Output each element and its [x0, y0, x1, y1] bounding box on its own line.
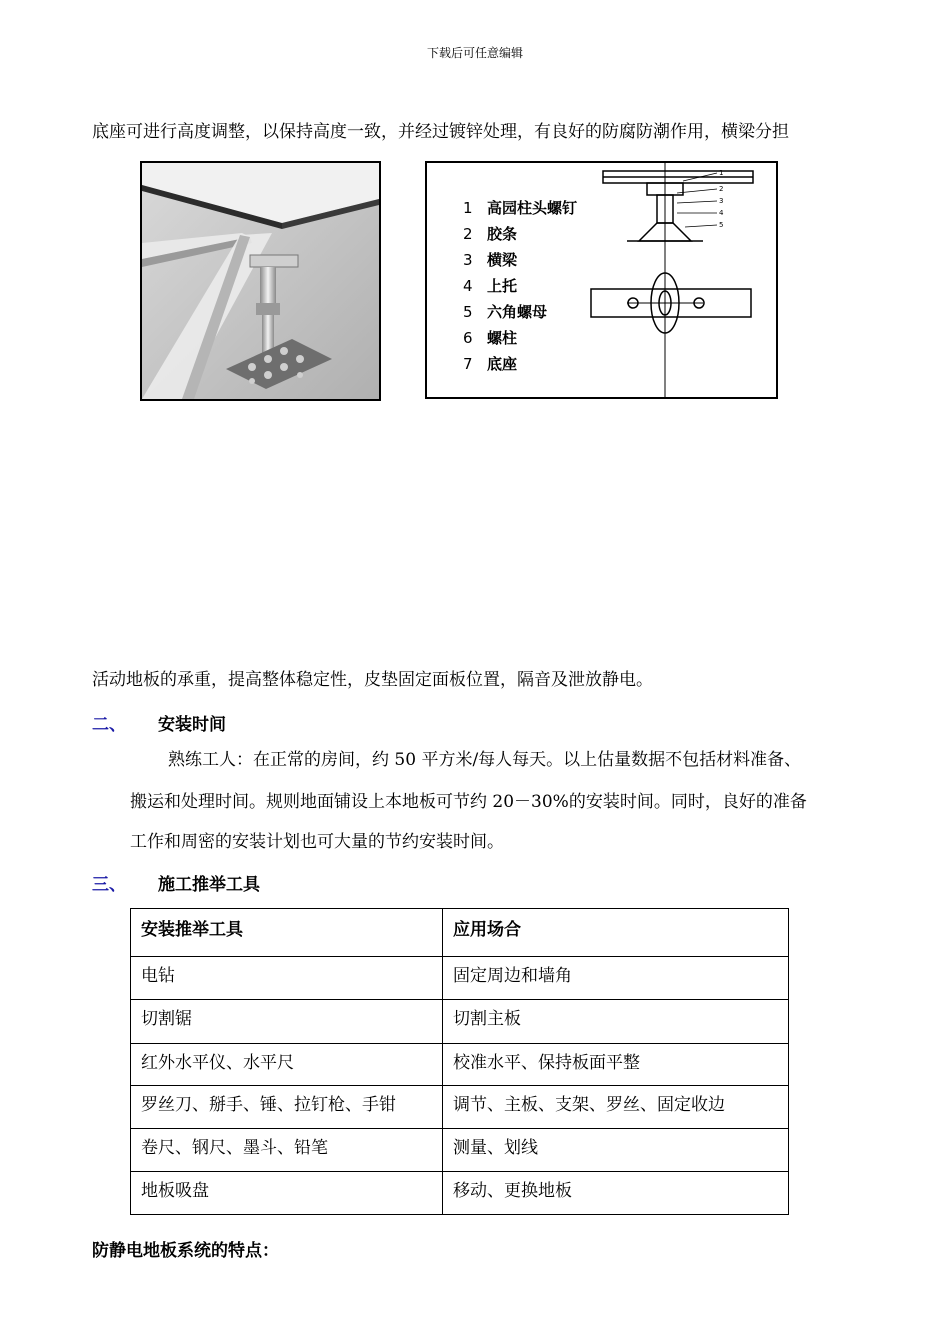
legend-text: 底座 — [487, 355, 518, 373]
features-heading: 防静电地板系统的特点： — [92, 1241, 279, 1261]
usage-cell: 测量、划线 — [443, 1129, 789, 1172]
legend-text: 上托 — [487, 277, 518, 295]
section-2-heading — [92, 710, 126, 735]
tool-cell: 电钻 — [131, 957, 443, 1000]
table-header-row — [131, 909, 789, 957]
header-note: 下载后可任意编辑 — [426, 46, 523, 60]
svg-text:2: 2 — [719, 185, 724, 193]
table-row — [131, 1044, 789, 1086]
pedestal-parts-diagram — [425, 161, 778, 399]
tool-cell: 切割锯 — [131, 1000, 443, 1044]
svg-text:1: 1 — [719, 169, 724, 177]
pedestal-exploded-drawing — [587, 163, 777, 397]
section-2-title: 安装时间 — [158, 715, 226, 735]
legend-text: 胶条 — [487, 225, 518, 243]
usage-cell: 移动、更换地板 — [443, 1172, 789, 1215]
legend-item — [463, 301, 547, 322]
legend-number: 2 — [463, 225, 473, 243]
table-row — [131, 1129, 789, 1172]
legend-text: 横梁 — [487, 251, 518, 269]
usage-cell: 切割主板 — [443, 1000, 789, 1044]
section-3-title: 施工推举工具 — [158, 875, 260, 895]
usage-cell: 调节、主板、支架、罗丝、固定收边 — [443, 1086, 789, 1129]
intro-paragraph: 底座可进行高度调整，以保持高度一致，并经过镀锌处理，有良好的防腐防潮作用，横梁分担 — [92, 122, 789, 142]
legend-item — [463, 249, 517, 270]
legend-number: 1 — [463, 199, 473, 217]
floor-pedestal-illustration — [142, 163, 379, 399]
table-header-tool: 安装推举工具 — [131, 909, 443, 957]
svg-text:4: 4 — [719, 209, 724, 217]
legend-number: 5 — [463, 303, 473, 321]
table-row — [131, 1172, 789, 1215]
table-row — [131, 1086, 789, 1129]
usage-cell: 校准水平、保持板面平整 — [443, 1044, 789, 1086]
table-row — [131, 957, 789, 1000]
legend-text: 螺柱 — [487, 329, 518, 347]
legend-number: 4 — [463, 277, 473, 295]
svg-text:5: 5 — [719, 221, 724, 229]
legend-item — [463, 275, 517, 296]
tools-table — [130, 908, 789, 1215]
section-3-number: 三、 — [92, 875, 126, 895]
section-2-number: 二、 — [92, 715, 126, 735]
legend-item — [463, 223, 517, 244]
section-2-line-2: 搬运和处理时间。规则地面铺设上本地板可节约 20－30%的安装时间。同时，良好的准备 — [130, 792, 807, 812]
floor-pedestal-photo — [140, 161, 381, 401]
tool-cell: 卷尺、钢尺、墨斗、铅笔 — [131, 1129, 443, 1172]
tool-cell: 罗丝刀、掰手、锤、拉钉枪、手钳 — [131, 1086, 443, 1129]
tool-cell: 红外水平仪、水平尺 — [131, 1044, 443, 1086]
section-3-heading — [92, 870, 126, 895]
legend-item — [463, 327, 517, 348]
legend-item — [463, 353, 517, 374]
svg-text:3: 3 — [719, 197, 724, 205]
tool-cell: 地板吸盘 — [131, 1172, 443, 1215]
legend-text: 六角螺母 — [487, 303, 548, 321]
continuation-paragraph: 活动地板的承重，提高整体稳定性，皮垫固定面板位置，隔音及泄放静电。 — [92, 670, 653, 690]
legend-item — [463, 197, 577, 218]
legend-text: 高园柱头螺钉 — [487, 199, 578, 217]
legend-number: 7 — [463, 355, 473, 373]
table-row — [131, 1000, 789, 1044]
legend-number: 6 — [463, 329, 473, 347]
usage-cell: 固定周边和墙角 — [443, 957, 789, 1000]
table-header-usage: 应用场合 — [443, 909, 789, 957]
legend-number: 3 — [463, 251, 473, 269]
section-2-line-1: 熟练工人：在正常的房间，约 50 平方米/每人每天。以上估量数据不包括材料准备、 — [168, 750, 802, 770]
section-2-line-3: 工作和周密的安装计划也可大量的节约安装时间。 — [130, 832, 504, 852]
